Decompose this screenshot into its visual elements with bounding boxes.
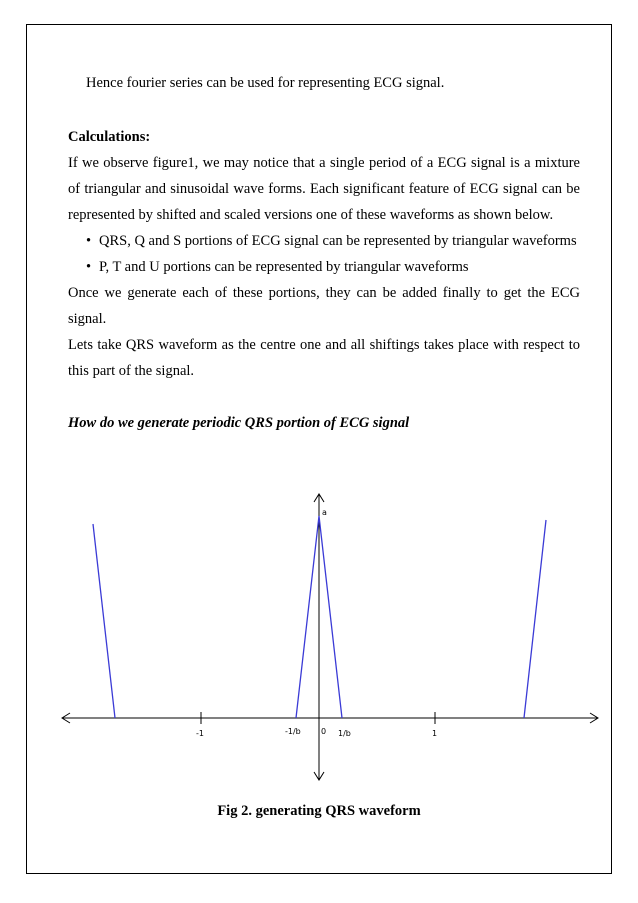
bullet-text: QRS, Q and S portions of ECG signal can be represented by triangular waveforms xyxy=(99,233,577,249)
document-body xyxy=(68,70,580,436)
qrs-waveform-figure xyxy=(58,490,608,790)
paragraph-figure-observation: If we observe figure1, we may notice that a single period of a ECG signal is a mixture of triangular and sinusoidal wave forms. Each significant feature of ECG signal can be represented by shifted and scaled versions one of these waveforms as shown below. xyxy=(68,155,580,223)
peak-label-a: a xyxy=(322,508,327,517)
tick-label-plus-1: 1 xyxy=(432,729,438,738)
tick-label-minus-1: -1 xyxy=(196,729,204,738)
tick-label-1-over-b: 1/b xyxy=(338,729,351,738)
left-triangle-edge xyxy=(93,524,115,718)
paragraph-qrs-centre: Lets take QRS waveform as the centre one and all shiftings takes place with respect to this part of the signal. xyxy=(68,337,580,379)
tick-label-zero: 0 xyxy=(321,727,327,736)
calculations-heading: Calculations: xyxy=(68,129,151,145)
right-triangle-edge xyxy=(524,520,546,718)
bullet-icon: • xyxy=(86,233,92,249)
bullet-text: P, T and U portions can be represented by triangular waveforms xyxy=(99,259,469,275)
bullet-list xyxy=(68,228,580,280)
paragraph-combine: Once we generate each of these portions, they can be added finally to get the ECG signal. xyxy=(68,285,580,327)
section-subheading: How do we generate periodic QRS portion of ECG signal xyxy=(68,415,410,431)
list-item xyxy=(68,254,580,280)
intro-sentence: Hence fourier series can be used for representing ECG signal. xyxy=(86,75,445,91)
bullet-icon: • xyxy=(86,259,92,275)
figure-caption: Fig 2. generating QRS waveform xyxy=(217,803,421,819)
list-item xyxy=(68,228,580,254)
tick-label-minus-1-over-b: -1/b xyxy=(285,727,301,736)
